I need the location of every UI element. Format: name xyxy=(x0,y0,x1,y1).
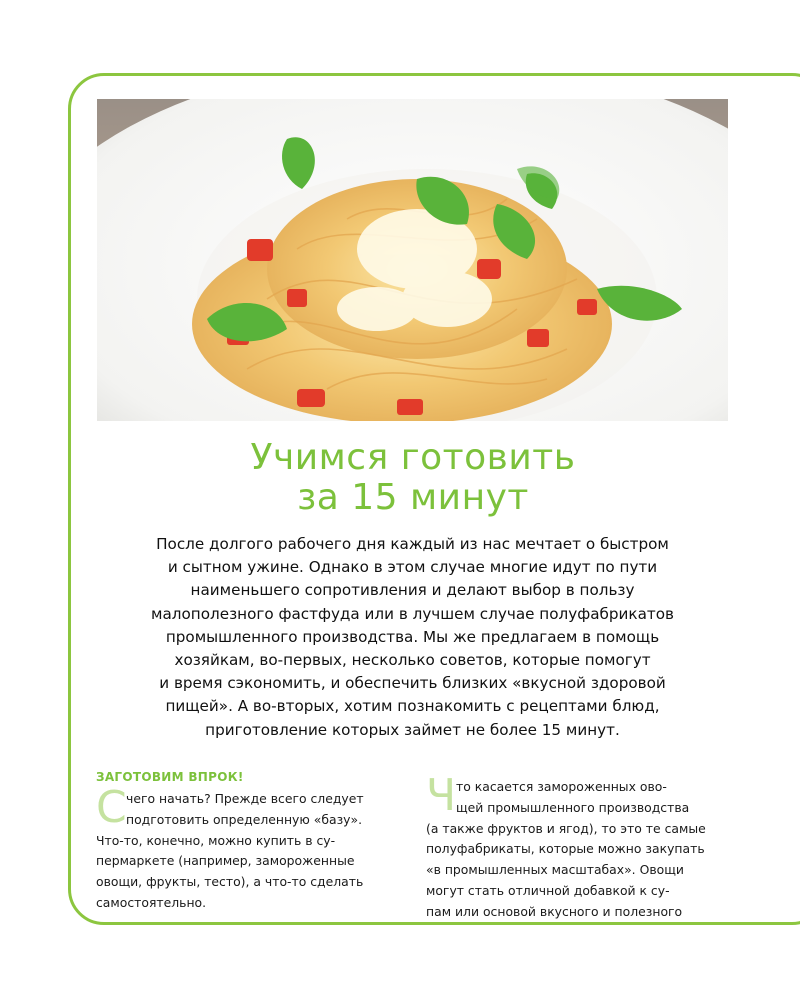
body-line: полуфабрикаты, которые можно закупать xyxy=(426,841,705,857)
body-line: то касается замороженных ово- xyxy=(456,779,667,794)
body-line: овощи, фрукты, тесто), а что-то сделать xyxy=(96,874,364,890)
body-line: подготовить определенную «базу». xyxy=(126,811,363,827)
body-line: чего начать? Прежде всего следует xyxy=(126,791,364,806)
left-column xyxy=(96,769,396,914)
article-title xyxy=(98,438,728,518)
body-line: самостоятельно. xyxy=(96,894,207,910)
body-line: пермаркете (например, замороженные xyxy=(96,853,355,869)
intro-line: и время сэкономить, и обеспечить близких «вкусной здоровой xyxy=(159,674,666,693)
section-subhead: ЗАГОТОВИМ ВПРОК! xyxy=(96,770,244,784)
body-line: могут стать отличной добавкой к су- xyxy=(426,882,670,898)
intro-line: пищей». А во-вторых, хотим познакомить с рецептами блюд, xyxy=(165,697,660,716)
dropcap-letter: С xyxy=(96,782,127,833)
body-line: пам или основой вкусного и полезного xyxy=(426,903,683,919)
body-line: щей промышленного производства xyxy=(456,799,690,815)
intro-line: наименьшего сопротивления и делают выбор в пользу xyxy=(190,581,635,600)
body-line: (а также фруктов и ягод), то это те самые xyxy=(426,820,706,836)
intro-line: После долгого рабочего дня каждый из нас мечтает о быстром xyxy=(156,535,669,553)
intro-line: хозяйкам, во-первых, несколько советов, которые помогут xyxy=(174,651,651,670)
right-column xyxy=(426,770,726,923)
pasta-plate-photo xyxy=(97,99,728,421)
intro-line: и сытном ужине. Однако в этом случае многие идут по пути xyxy=(167,558,658,577)
dropcap-letter: Ч xyxy=(426,770,457,821)
body-line: «в промышленных масштабах». Овощи xyxy=(426,862,684,878)
left-paragraph xyxy=(96,782,396,914)
right-paragraph xyxy=(426,770,726,923)
intro-line: малополезного фастфуда или в лучшем случае полуфабрикатов xyxy=(151,604,674,623)
title-line-1: Учимся готовить xyxy=(250,437,576,478)
title-line-2: за 15 минут xyxy=(297,477,529,518)
body-line: Что-то, конечно, можно купить в су- xyxy=(96,832,336,848)
intro-line: приготовление которых займет не более 15 минут. xyxy=(205,720,620,739)
intro-line: промышленного производства. Мы же предлагаем в помощь xyxy=(165,627,660,646)
intro-paragraph xyxy=(100,533,725,742)
pasta-plate-icon xyxy=(97,99,728,421)
